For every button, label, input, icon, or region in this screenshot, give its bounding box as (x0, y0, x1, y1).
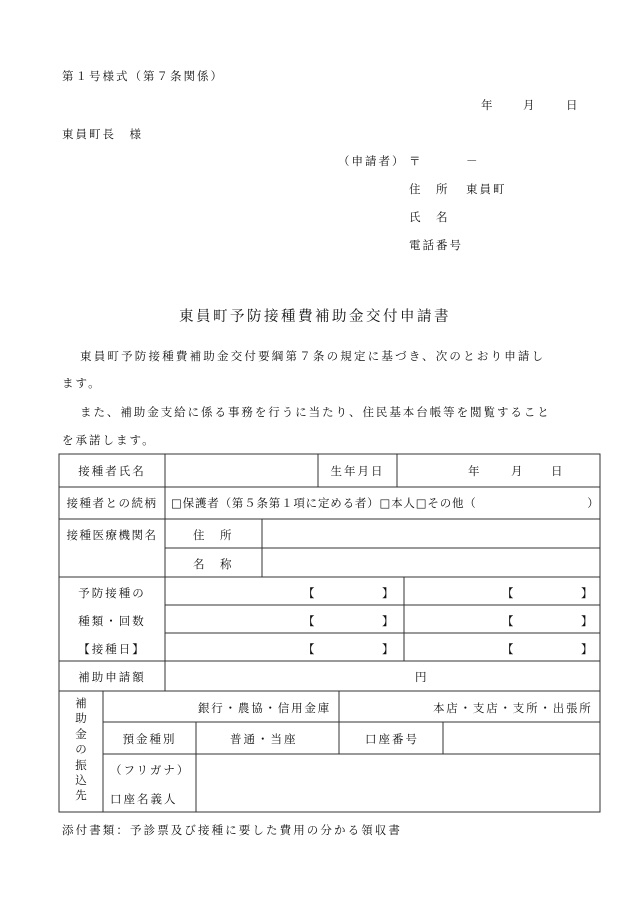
date-day-label: 日 (566, 98, 580, 112)
date-bracket-open: 【 (303, 642, 317, 656)
date-year-label: 年 (481, 98, 495, 112)
date-bracket-close: 】 (581, 614, 595, 628)
applicant-label: （申請者） (338, 154, 406, 168)
date-bracket-close: 】 (382, 642, 396, 656)
birth-day-label: 日 (551, 464, 565, 478)
date-month-label: 月 (523, 98, 537, 112)
date-bracket-close: 】 (581, 586, 595, 600)
relationship-options: □保護者（第５条第１項に定める者）□本人□その他（ ） (171, 496, 600, 510)
date-bracket-open: 【 (502, 642, 516, 656)
address-label: 住 所 (409, 182, 450, 196)
paragraph-2-line-2: を承諾します。 (62, 433, 156, 447)
paragraph-1-line-1: 東員町予防接種費補助金交付要綱第７条の規定に基づき、次のとおり申請し (80, 349, 546, 363)
account-holder-label: 口座名義人 (110, 792, 178, 806)
clinic-label: 接種医療機関名 (66, 528, 158, 542)
birth-date-label: 生年月日 (330, 464, 385, 478)
date-bracket-close: 】 (581, 642, 595, 656)
birth-year-label: 年 (468, 464, 482, 478)
vaccine-label-line-2: 種類・回数 (78, 614, 146, 628)
postal-dash: － (466, 154, 480, 168)
date-bracket-open: 【 (303, 614, 317, 628)
deposit-type-label: 預金種別 (122, 732, 177, 746)
amount-label: 補助申請額 (78, 670, 146, 684)
clinic-address-label: 住 所 (193, 528, 234, 542)
clinic-name-label: 名 称 (193, 557, 234, 571)
document-title: 東員町予防接種費補助金交付申請書 (179, 309, 451, 325)
phone-label: 電話番号 (409, 238, 463, 252)
date-bracket-close: 】 (382, 614, 396, 628)
birth-month-label: 月 (511, 464, 525, 478)
relationship-label: 接種者との続柄 (66, 496, 158, 510)
amount-unit: 円 (415, 670, 429, 684)
bank-type-options: 銀行・農協・信用金庫 (198, 701, 331, 715)
paragraph-1-line-2: ます。 (62, 376, 102, 390)
postal-mark: 〒 (409, 154, 423, 168)
branch-type-options: 本店・支店・支所・出張所 (433, 701, 593, 715)
furigana-label: （フリガナ） (110, 763, 191, 777)
vaccine-label-line-1: 予防接種の (78, 586, 146, 600)
addressee: 東員町長 様 (62, 127, 143, 141)
date-bracket-open: 【 (303, 586, 317, 600)
form-number: 第１号様式（第７条関係） (62, 69, 224, 83)
paragraph-2-line-1: また、補助金支給に係る事務を行うに当たり、住民基本台帳等を閲覧すること (80, 405, 551, 419)
date-bracket-open: 【 (502, 586, 516, 600)
date-bracket-close: 】 (382, 586, 396, 600)
account-number-label: 口座番号 (365, 732, 419, 746)
address-value: 東員町 (466, 182, 507, 196)
transfer-destination-label: 補助金の振込先 (75, 696, 87, 803)
deposit-type-options: 普通・当座 (230, 732, 298, 746)
recipient-name-label: 接種者氏名 (78, 464, 146, 478)
attachments-note: 添付書類：予診票及び接種に要した費用の分かる領収書 (62, 823, 402, 837)
name-label: 氏 名 (409, 210, 450, 224)
date-bracket-open: 【 (502, 614, 516, 628)
vaccine-label-line-3: 【接種日】 (78, 642, 146, 656)
